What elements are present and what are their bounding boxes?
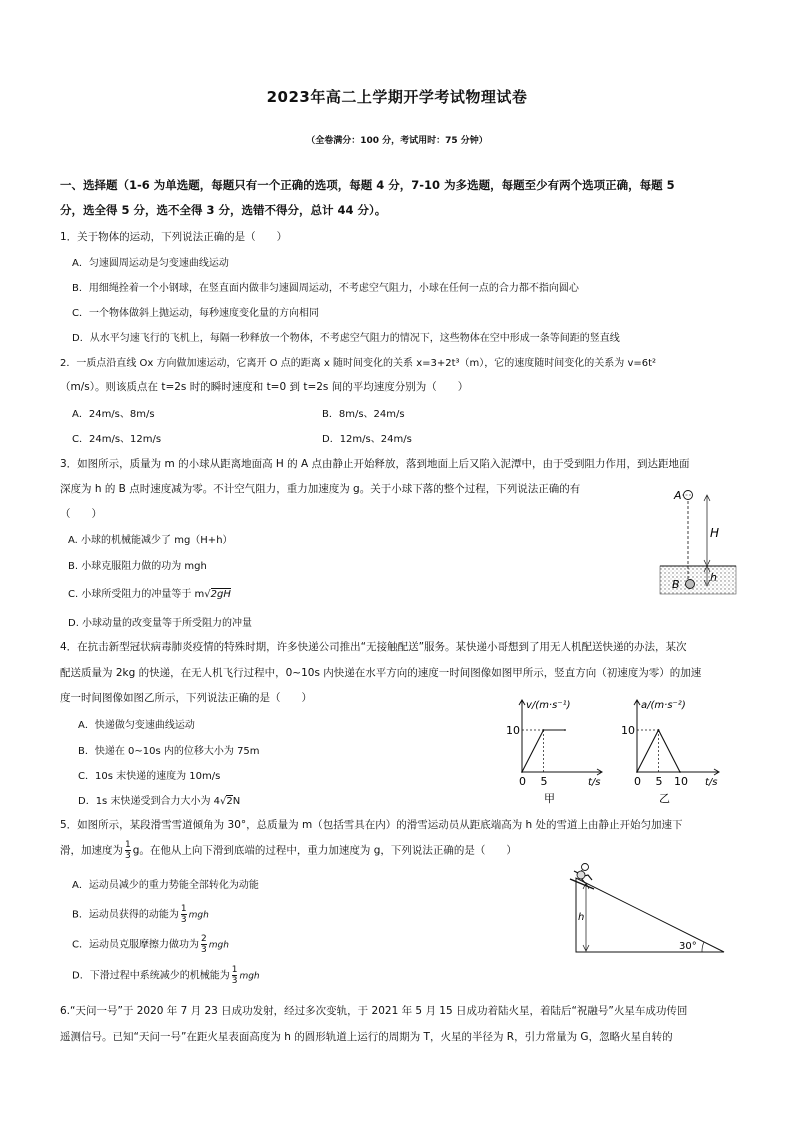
q2-stem-line2: （m/s）。则该质点在 t=2s 时的瞬时速度和 t=0 到 t=2s 间的平均速度分别为（ ） xyxy=(60,381,469,393)
q4-option-d xyxy=(78,792,240,807)
page-title: 2023年高二上学期开学考试物理试卷 xyxy=(266,88,528,106)
data-point xyxy=(521,771,523,773)
q5-slope-figure xyxy=(568,862,728,956)
x-tick-label: 0 xyxy=(519,775,526,788)
q3-option-b: B. 小球克服阻力做的功为 mgh xyxy=(68,561,207,572)
q3-option-c xyxy=(68,585,231,600)
fraction xyxy=(125,840,131,861)
q1-option-a: A．匀速圆周运动是匀变速曲线运动 xyxy=(72,258,229,269)
q4-stem-line2: 配送质量为 2kg 的快递，在无人机飞行过程中，0~10s 内快递在水平方向的速度一时间图像如图甲所示，竖直方向（初速度为零）的加速 xyxy=(60,667,702,679)
q5-option-d-expr: mgh xyxy=(239,971,260,982)
sqrt-symbol: √ xyxy=(220,796,227,807)
ball-at-b xyxy=(686,580,695,589)
q4-option-c: C．10s 末快递的速度为 10m/s xyxy=(78,771,221,782)
label-height: h xyxy=(578,912,585,923)
fraction-numerator: 1 xyxy=(125,840,131,850)
data-point xyxy=(636,771,638,773)
y-tick-label: 10 xyxy=(506,724,520,737)
x-tick-label: 10 xyxy=(674,775,688,788)
y-axis-label: a/(m·s⁻²) xyxy=(641,700,686,711)
q4-option-a: A．快递做匀变速曲线运动 xyxy=(78,720,195,731)
q6-stem-line1: 6.“天问一号”于 2020 年 7 月 23 日成功发射，经过多次变轨，于 2021 年 5 月 15 日成功着陆火星，着陆后“祝融号”火星车成功传回 xyxy=(60,1005,688,1017)
q3-stem-line2: 深度为 h 的 B 点时速度减为零。不计空气阻力，重力加速度为 g。关于小球下落的整个过程，下列说法正确的有 xyxy=(60,483,581,495)
ball-at-a xyxy=(684,491,693,500)
q5-option-c-text: C．运动员克服摩擦力做功为 xyxy=(72,939,199,951)
q5-option-a: A．运动员减少的重力势能全部转化为动能 xyxy=(72,880,259,891)
q1-stem: 1．关于物体的运动，下列说法正确的是（ ） xyxy=(60,231,288,243)
q2-option-c: C．24m/s、12m/s xyxy=(72,434,162,445)
q5-stem-text: 滑，加速度为 xyxy=(60,844,123,857)
q2-option-b: B．8m/s、24m/s xyxy=(322,409,405,420)
q5-stem-line1: 5．如图所示，某段滑雪雪道倾角为 30°，总质量为 m（包括雪具在内）的滑雪运动员从距底端高为 h 处的雪道上由静止开始匀加速下 xyxy=(60,819,683,831)
x-axis-label: t/s xyxy=(588,777,601,788)
fraction xyxy=(181,904,187,925)
q5-option-b xyxy=(72,904,209,925)
fraction xyxy=(232,965,238,986)
fraction-numerator: 2 xyxy=(200,934,207,944)
label-angle: 30° xyxy=(679,941,697,952)
q3-option-c-text: C. 小球所受阻力的冲量等于 m xyxy=(68,589,205,600)
q2-option-d: D．12m/s、24m/s xyxy=(322,434,412,445)
fraction-denominator: 3 xyxy=(231,976,238,986)
section-header-line1: 一、选择题（1-6 为单选题，每题只有一个正确的选项，每题 4 分，7-10 为多选题，每题至少有两个选项正确，每题 5 xyxy=(60,178,675,192)
fraction-denominator: 3 xyxy=(180,915,187,925)
q3-answer-paren: （ ） xyxy=(60,508,102,520)
q1-option-b: B．用细绳拴着一个小钢球，在竖直面内做非匀速圆周运动，不考虑空气阻力，小球在任何一点的合力都不指向圆心 xyxy=(72,283,579,294)
q5-option-d xyxy=(72,965,260,986)
chart-acceleration-time xyxy=(618,690,728,808)
x-tick-label: 5 xyxy=(655,775,663,788)
section-header-line2: 分，选全得 5 分，选不全得 3 分，选错不得分，总计 44 分）。 xyxy=(60,203,387,217)
label-depth-h: h xyxy=(710,571,717,584)
q5-option-d-text: D．下滑过程中系统减少的机械能为 xyxy=(72,970,230,982)
x-tick-label: 0 xyxy=(634,775,641,788)
q5-option-c-expr: mgh xyxy=(208,940,229,951)
q5-option-c xyxy=(72,934,229,955)
data-point xyxy=(679,771,681,773)
q5-stem-text-rest: g。在他从上向下滑到底端的过程中，重力加速度为 g，下列说法正确的是（ ） xyxy=(132,844,517,857)
chart-caption: 甲 xyxy=(544,792,555,805)
q2-option-a: A．24m/s、8m/s xyxy=(72,409,155,420)
q4-option-d-text: D．1s 末快递受到合力大小为 4 xyxy=(78,796,220,807)
q4-option-d-unit: N xyxy=(232,796,241,807)
q3-option-a: A. 小球的机械能减少了 mg（H+h） xyxy=(68,535,233,546)
q4-stem-line3: 度一时间图像如图乙所示，下列说法正确的是（ ） xyxy=(60,692,312,704)
data-point xyxy=(564,729,566,731)
q4-option-b: B．快递在 0~10s 内的位移大小为 75m xyxy=(78,746,260,757)
q3-figure xyxy=(652,484,738,598)
x-tick-label: 5 xyxy=(540,775,548,788)
chart-velocity-time xyxy=(492,690,610,808)
slope-triangle xyxy=(576,878,724,952)
q5-option-b-expr: mgh xyxy=(188,910,209,921)
q3-stem-line1: 3．如图所示，质量为 m 的小球从距离地面高 H 的 A 点由静止开始释放，落到地面上后又陷入泥潭中，由于受到阻力作用，到达距地面 xyxy=(60,458,690,470)
label-point-b: B xyxy=(672,578,680,591)
q4-option-d-radicand: 2 xyxy=(226,796,233,807)
sqrt-symbol: √ xyxy=(204,589,211,600)
fraction-denominator: 3 xyxy=(125,851,131,861)
q5-stem-line2 xyxy=(60,840,517,861)
fraction xyxy=(201,934,207,955)
y-axis-label: v/(m·s⁻¹) xyxy=(526,700,571,711)
q1-option-c: C．一个物体做斜上抛运动，每秒速度变化量的方向相同 xyxy=(72,308,319,319)
q6-stem-line2: 遥测信号。已知“天问一号”在距火星表面高度为 h 的圆形轨道上运行的周期为 T，火星的半径为 R，引力常量为 G，忽略火星自转的 xyxy=(60,1031,673,1043)
fraction-numerator: 1 xyxy=(231,965,238,975)
q1-option-d: D．从水平匀速飞行的飞机上，每隔一秒释放一个物体，不考虑空气阻力的情况下，这些物体在空中形成一条等间距的竖直线 xyxy=(72,333,620,344)
angle-arc xyxy=(702,942,704,952)
fraction-denominator: 3 xyxy=(200,945,207,955)
q2-stem-line1: 2．一质点沿直线 Ox 方向做加速运动，它离开 O 点的距离 x 随时间变化的关系 x=3+2t³（m），它的速度随时间变化的关系为 v=6t² xyxy=(60,358,657,369)
q3-option-c-radicand: 2gH xyxy=(210,589,231,600)
fraction-numerator: 1 xyxy=(180,904,187,914)
chart-caption: 乙 xyxy=(659,792,670,805)
page-subtitle: （全卷满分：100 分，考试用时：75 分钟） xyxy=(306,136,488,146)
label-point-a: A xyxy=(674,489,682,502)
q5-option-b-text: B．运动员获得的动能为 xyxy=(72,909,179,921)
x-axis-label: t/s xyxy=(705,777,718,788)
q3-option-d: D. 小球动量的改变量等于所受阻力的冲量 xyxy=(68,618,253,629)
y-tick-label: 10 xyxy=(621,724,635,737)
q4-stem-line1: 4．在抗击新型冠状病毒肺炎疫情的特殊时期，许多快递公司推出“无接触配送”服务。某快递小哥想到了用无人机配送快递的办法，某次 xyxy=(60,641,687,653)
label-height-h: H xyxy=(710,526,720,540)
